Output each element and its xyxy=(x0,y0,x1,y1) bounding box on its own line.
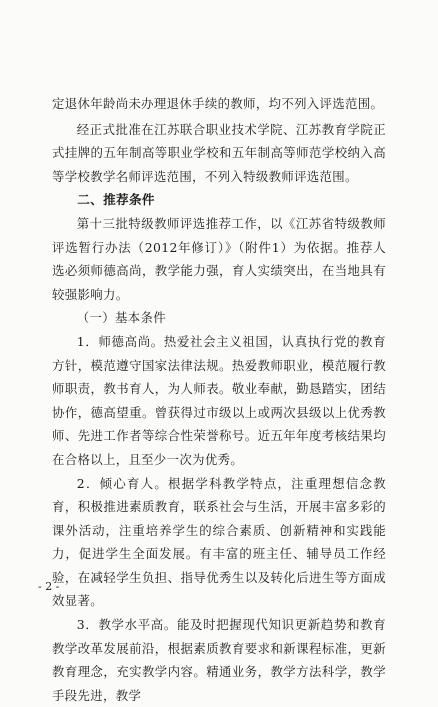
document-body xyxy=(52,92,386,707)
paragraph-intro: 第十三批特级教师评选推荐工作，以《江苏省特级教师评选暂行办法（2012年修订）》（附件1）为依据。推荐人选必须师德高尚，教学能力强，育人实绩突出，在当地具有较强影响力。 xyxy=(52,215,386,302)
subsection-heading: （一）基本条件 xyxy=(76,310,166,326)
section-heading: 二、推荐条件 xyxy=(77,192,155,208)
criterion-1: 1．师德高尚。热爱社会主义祖国，认真执行党的教育方针，模范遵守国家法律法规。热爱教师职业，模范履行教师职责，教书育人，为人师表。敬业奉献，勤恳踏实，团结协作，德高望重。曾获得过市级以上或两次县级以上优秀教师、先进工作者等综合性荣誉称号。近五年年度考核结果均在合格以上，且至少一次为优秀。 xyxy=(52,333,386,467)
criterion-2: 2．倾心育人。根据学科教学特点，注重理想信念教育，积极推进素质教育，联系社会与生活，开展丰富多彩的课外活动，注重培养学生的综合素质、创新精神和实践能力，促进学生全面发展。有丰富的班主任、辅导员工作经验，在减轻学生负担、指导优秀生以及转化后进生等方面成效显著。 xyxy=(52,475,386,609)
paragraph-continuation: 定退休年龄尚未办理退休手续的教师，均不列入评选范围。 xyxy=(52,96,384,111)
page-number: - 2 - xyxy=(38,580,60,593)
criterion-3: 3．教学水平高。能及时把握现代知识更新趋势和教育教学改革发展前沿，根据素质教育要求和新课程标准，更新教育理念，充实教学内容。精通业务，教学方法科学，教学手段先进，教学 xyxy=(52,617,386,703)
paragraph-scope: 经正式批准在江苏联合职业技术学院、江苏教育学院正式挂牌的五年制高等职业学校和五年制高等师范学校纳入高等学校教学名师评选范围，不列入特级教师评选范围。 xyxy=(52,121,386,184)
